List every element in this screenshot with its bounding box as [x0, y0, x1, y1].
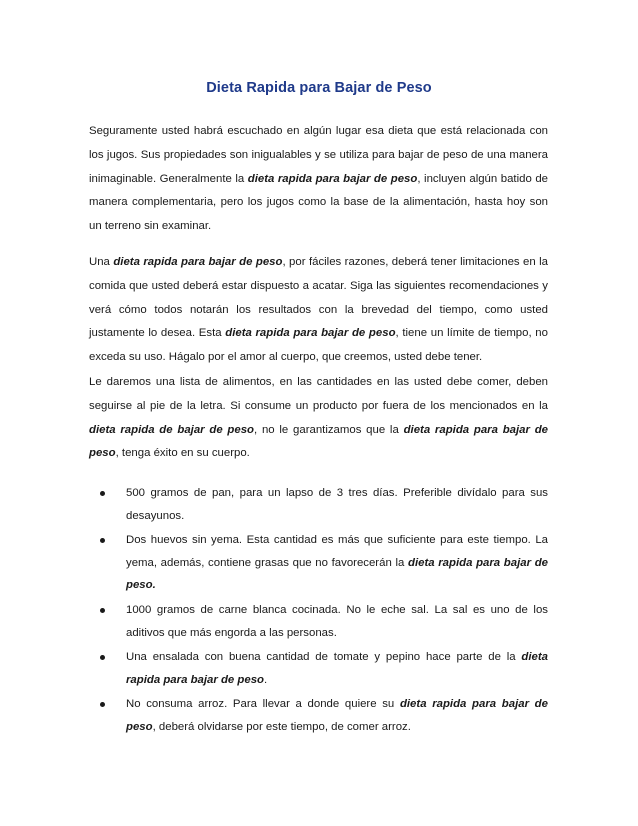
paragraph: Le daremos una lista de alimentos, en las cantidades en las usted debe comer, deben seguirse al pie de la letra. Si consume un producto por fuera de los mencionados en la dieta rapida de bajar de peso, no le garantizamos que la dieta rapida para bajar de peso, tenga éxito en su cuerpo.: [89, 376, 548, 460]
bullet-icon: [100, 491, 105, 496]
document-title: Dieta Rapida para Bajar de Peso: [206, 80, 432, 96]
list-item-text: Una ensalada con buena cantidad de tomate y pepino hace parte de la dieta rapida para bajar de peso.: [126, 651, 548, 686]
food-list: [89, 482, 548, 741]
bullet-icon: [100, 655, 105, 660]
list-item: [89, 693, 548, 738]
list-item: [89, 646, 548, 691]
emphasis-text: dieta rapida para bajar de peso: [89, 423, 548, 460]
bullet-icon: [100, 538, 105, 543]
paragraph: Seguramente usted habrá escuchado en algún lugar esa dieta que está relacionada con los jugos. Sus propiedades son inigualables y se utiliza para bajar de peso de una manera inimaginable. Generalmente la dieta rapida para bajar de peso, incluyen algún batido de manera complementaria, pero los jugos como la base de la alimentación, hasta hoy son un terreno sin examinar.: [89, 125, 548, 233]
list-item-text: No consuma arroz. Para llevar a donde quiere su dieta rapida para bajar de peso, deberá olvidarse por este tiempo, de comer arroz.: [126, 698, 548, 733]
list-item-text: Dos huevos sin yema. Esta cantidad es más que suficiente para este tiempo. La yema, además, contiene grasas que no favorecerán la dieta rapida para bajar de peso.: [126, 534, 548, 592]
emphasis-text: dieta rapida para bajar de peso: [225, 327, 396, 340]
emphasis-text: dieta rapida de bajar de peso: [89, 423, 255, 436]
list-item-text: 1000 gramos de carne blanca cocinada. No le eche sal. La sal es uno de los aditivos que más engorda a las personas.: [126, 603, 548, 639]
paragraph: Una dieta rapida para bajar de peso, por fáciles razones, deberá tener limitaciones en la comida que usted deberá estar dispuesto a acatar. Siga las siguientes recomendaciones y verá cómo todos notarán los resultados con la brevedad del tiempo, como usted justamente lo desea. Esta dieta rapida para bajar de peso, tiene un límite de tiempo, no exceda su uso. Hágalo por el amor al cuerpo, que creemos, usted debe tener.: [89, 256, 548, 364]
emphasis-text: dieta rapida para bajar de peso: [126, 698, 548, 733]
bullet-icon: [100, 702, 105, 707]
list-item-text: 500 gramos de pan, para un lapso de 3 tres días. Preferible divídalo para sus desayunos.: [126, 487, 548, 522]
list-item: [89, 529, 548, 597]
list-item: [89, 599, 548, 644]
emphasis-text: dieta rapida para bajar de peso: [113, 256, 283, 268]
emphasis-text: dieta rapida para bajar de peso.: [126, 556, 548, 592]
emphasis-text: dieta rapida para bajar de peso: [247, 172, 418, 185]
emphasis-text: dieta rapida para bajar de peso: [126, 651, 548, 686]
list-item: [89, 482, 548, 527]
bullet-icon: [100, 608, 105, 613]
